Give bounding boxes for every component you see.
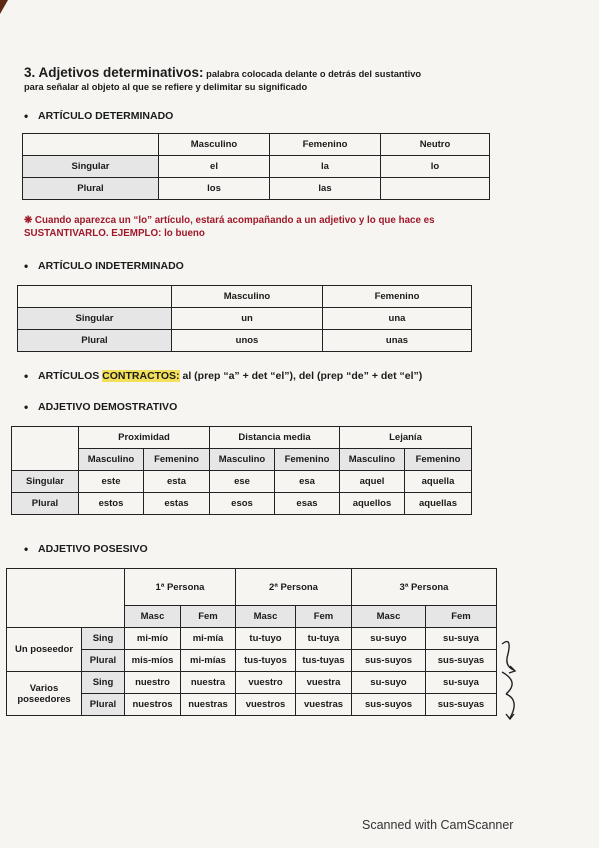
subheader-cell: Fem [181, 606, 236, 628]
section-desc-line1: palabra colocada delante o detrás del sustantivo [206, 69, 422, 79]
contractos-rest: al (prep “a” + det “el”), del (prep “de” + det “el”) [182, 370, 423, 382]
table-cell: nuestra [181, 672, 236, 694]
group-header: 2ª Persona [236, 569, 352, 606]
table-cell: mi-mías [181, 650, 236, 672]
empty-cell [7, 569, 125, 628]
table-cell: sus-suyos [352, 694, 426, 716]
table-header-row [18, 286, 472, 308]
bullet-articulo-determinado: • ARTÍCULO DETERMINADO [38, 110, 173, 122]
table-cell: mi-mío [125, 628, 181, 650]
table-group-row [12, 427, 472, 449]
header-cell: Neutro [381, 134, 490, 156]
row-label: Plural [18, 330, 172, 352]
table-cell: mi-mía [181, 628, 236, 650]
table-cell: aquellos [340, 493, 405, 515]
table-cell: tus-tuyas [296, 650, 352, 672]
table-row [23, 156, 490, 178]
subheader-cell: Femenino [275, 449, 340, 471]
table-cell: vuestros [236, 694, 296, 716]
contractos-prefix: ARTÍCULOS [38, 370, 100, 382]
table-cell: las [270, 178, 381, 200]
table-cell: la [270, 156, 381, 178]
subheader-cell: Masc [352, 606, 426, 628]
table-subheader-row [12, 449, 472, 471]
subheader-cell: Masculino [210, 449, 275, 471]
empty-cell [12, 427, 79, 471]
table-cell: esa [275, 471, 340, 493]
empty-cell [23, 134, 159, 156]
table-adjetivo-posesivo [6, 568, 497, 716]
header-cell: Femenino [270, 134, 381, 156]
table-cell: aquella [405, 471, 472, 493]
table-cell: sus-suyas [426, 650, 497, 672]
table-cell: aquellas [405, 493, 472, 515]
table-cell: mis-míos [125, 650, 181, 672]
subheader-cell: Femenino [144, 449, 210, 471]
row-label: Singular [23, 156, 159, 178]
section-title: 3. Adjetivos determinativos: [24, 65, 204, 80]
note-line1: ❋ Cuando aparezca un “lo” artículo, estará acompañando a un adjetivo y lo que hace es [24, 215, 435, 226]
table-row [12, 471, 472, 493]
table-row [12, 493, 472, 515]
page-corner-mark [0, 0, 8, 14]
group-header: Distancia media [210, 427, 340, 449]
table-row [18, 330, 472, 352]
table-cell: ese [210, 471, 275, 493]
header-cell: Masculino [159, 134, 270, 156]
section-heading [24, 66, 584, 94]
table-row [23, 178, 490, 200]
group-header: Lejanía [340, 427, 472, 449]
subheader-cell: Fem [426, 606, 497, 628]
table-row [18, 308, 472, 330]
note-lo-articulo [24, 214, 584, 240]
table-cell: nuestros [125, 694, 181, 716]
subheader-cell: Masc [236, 606, 296, 628]
table-cell: tu-tuya [296, 628, 352, 650]
table-cell: vuestro [236, 672, 296, 694]
number-label: Sing [82, 672, 125, 694]
handdrawn-arrows-icon [498, 632, 528, 724]
table-cell: estos [79, 493, 144, 515]
table-cell: sus-suyas [426, 694, 497, 716]
number-label: Plural [82, 650, 125, 672]
contractos-highlight: CONTRACTOS: [102, 370, 180, 382]
table-cell: los [159, 178, 270, 200]
owner-label: Varios poseedores [7, 672, 82, 716]
scanner-watermark: Scanned with CamScanner [362, 818, 514, 832]
table-cell: un [172, 308, 323, 330]
table-adjetivo-demostrativo [11, 426, 472, 515]
table-cell: nuestro [125, 672, 181, 694]
table-cell: nuestras [181, 694, 236, 716]
table-cell: tu-tuyo [236, 628, 296, 650]
subheader-cell: Fem [296, 606, 352, 628]
table-cell: esas [275, 493, 340, 515]
table-cell: unos [172, 330, 323, 352]
table-cell: vuestras [296, 694, 352, 716]
row-label: Singular [18, 308, 172, 330]
group-header: 3ª Persona [352, 569, 497, 606]
row-label: Plural [12, 493, 79, 515]
table-cell: su-suyo [352, 628, 426, 650]
bullet-adjetivo-demostrativo: • ADJETIVO DEMOSTRATIVO [38, 401, 177, 413]
table-cell: vuestra [296, 672, 352, 694]
number-label: Plural [82, 694, 125, 716]
table-group-row [7, 569, 497, 606]
group-header: Proximidad [79, 427, 210, 449]
table-row [7, 628, 497, 650]
bullet-articulos-contractos [38, 370, 422, 382]
table-cell: su-suyo [352, 672, 426, 694]
section-desc-line2: para señalar al objeto al que se refiere y delimitar su significado [24, 82, 308, 92]
subheader-cell: Masculino [79, 449, 144, 471]
header-cell: Femenino [323, 286, 472, 308]
empty-cell [18, 286, 172, 308]
group-header: 1ª Persona [125, 569, 236, 606]
subheader-cell: Femenino [405, 449, 472, 471]
number-label: Sing [82, 628, 125, 650]
table-header-row [23, 134, 490, 156]
row-label: Singular [12, 471, 79, 493]
table-articulo-indeterminado [17, 285, 472, 352]
table-cell: su-suya [426, 672, 497, 694]
table-cell: este [79, 471, 144, 493]
bullet-adjetivo-posesivo: • ADJETIVO POSESIVO [38, 543, 148, 555]
table-cell: su-suya [426, 628, 497, 650]
owner-label: Un poseedor [7, 628, 82, 672]
table-cell: el [159, 156, 270, 178]
subheader-cell: Masc [125, 606, 181, 628]
table-articulo-determinado [22, 133, 490, 200]
table-cell: esta [144, 471, 210, 493]
table-cell [381, 178, 490, 200]
note-line2: SUSTANTIVARLO. EJEMPLO: lo bueno [24, 228, 205, 239]
row-label: Plural [23, 178, 159, 200]
bullet-articulo-indeterminado: • ARTÍCULO INDETERMINADO [38, 260, 184, 272]
table-cell: tus-tuyos [236, 650, 296, 672]
table-cell: lo [381, 156, 490, 178]
table-cell: aquel [340, 471, 405, 493]
table-cell: una [323, 308, 472, 330]
header-cell: Masculino [172, 286, 323, 308]
table-cell: estas [144, 493, 210, 515]
subheader-cell: Masculino [340, 449, 405, 471]
table-cell: unas [323, 330, 472, 352]
table-row [7, 672, 497, 694]
table-cell: sus-suyos [352, 650, 426, 672]
table-cell: esos [210, 493, 275, 515]
